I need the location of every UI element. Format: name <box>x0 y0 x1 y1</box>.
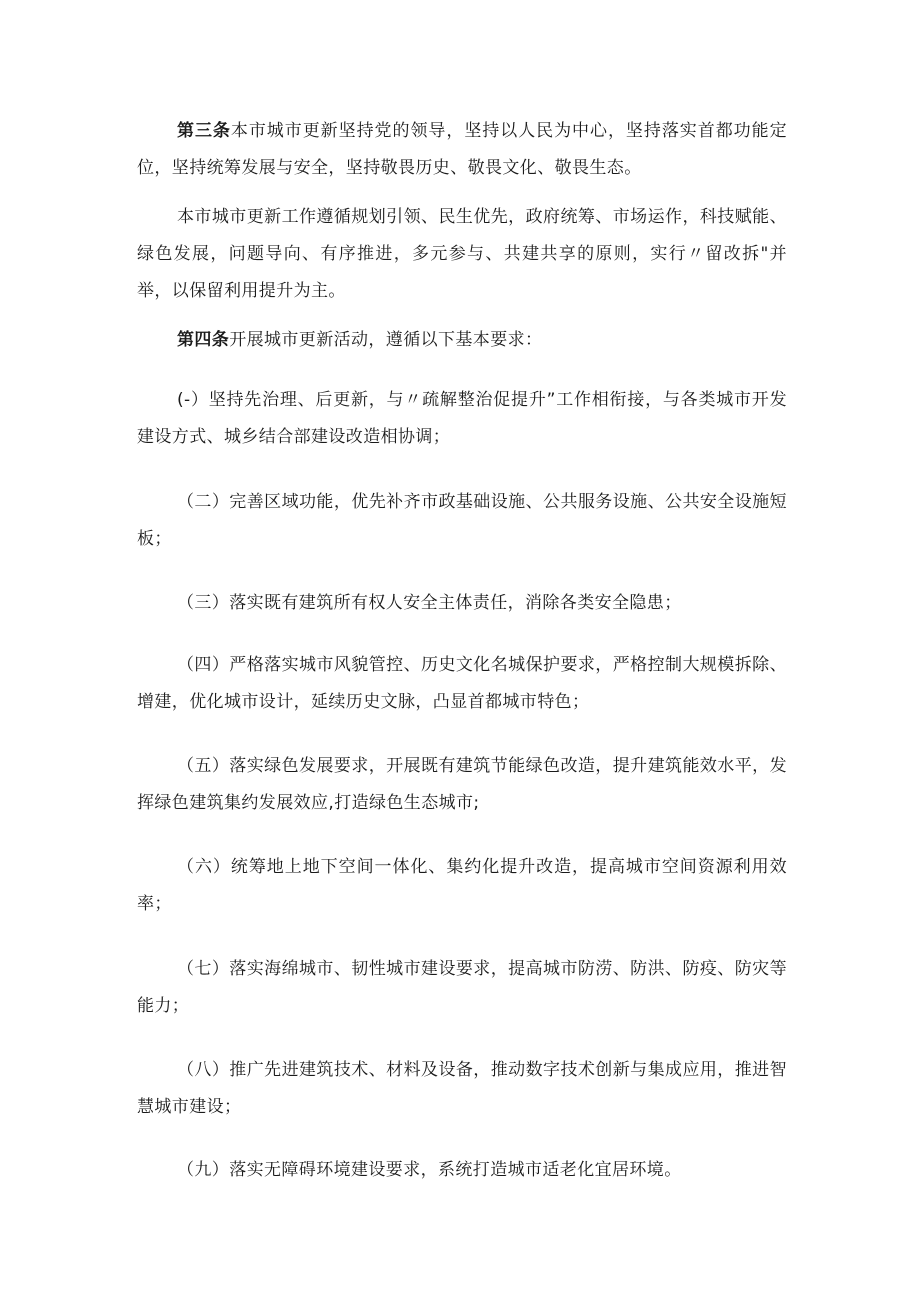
list-item <box>137 484 787 558</box>
list-item-text: （六）统筹地上地下空间一体化、集约化提升改造，提高城市空间资源利用效率； <box>137 857 787 914</box>
list-item-text: （二）完善区域功能，优先补齐市政基础设施、公共服务设施、公共安全设施短板； <box>137 492 787 549</box>
article-3-text: 本市城市更新坚持党的领导，坚持以人民为中心，坚持落实首都功能定位，坚持统筹发展与安全，坚持敬畏历史、敬畏文化、敬畏生态。 <box>137 121 787 178</box>
list-item <box>137 647 787 721</box>
article-4-text: 开展城市更新活动，遵循以下基本要求： <box>229 330 543 350</box>
list-item <box>137 748 787 822</box>
article-3-paragraph <box>137 113 787 187</box>
article-3-paragraph-2-text: 本市城市更新工作遵循规划引领、民生优先，政府统筹、市场运作，科技赋能、绿色发展，问题导向、有序推进，多元参与、共建共享的原则，实行〃留改拆"并举，以保留利用提升为主。 <box>137 207 787 301</box>
article-4-paragraph <box>137 322 787 359</box>
list-item-text: （九）落实无障碍环境建设要求，系统打造城市适老化宜居环境。 <box>177 1160 682 1180</box>
list-item <box>137 951 787 1025</box>
list-item-text: （五）落实绿色发展要求，开展既有建筑节能绿色改造，提升建筑能效水平，发挥绿色建筑集约发展效应,打造绿色生态城市; <box>137 756 787 813</box>
list-item <box>137 585 787 622</box>
list-item-text: （三）落实既有建筑所有权人安全主体责任，消除各类安全隐患； <box>177 593 682 613</box>
list-item <box>137 1052 787 1126</box>
list-item-text: （八）推广先进建筑技术、材料及设备，推动数字技术创新与集成应用，推进智慧城市建设； <box>137 1060 787 1117</box>
article-4-heading: 第四条 <box>177 330 230 350</box>
list-item <box>137 382 787 456</box>
list-item <box>137 1152 787 1189</box>
list-item-text: （七）落实海绵城市、韧性城市建设要求，提高城市防涝、防洪、防疫、防灾等能力； <box>137 959 787 1016</box>
list-item-text: （四）严格落实城市风貌管控、历史文化名城保护要求，严格控制大规模拆除、增建，优化城市设计，延续历史文脉，凸显首都城市特色； <box>137 655 787 712</box>
list-item-text: (-）坚持先治理、后更新，与〃疏解整治促提升”工作相衔接，与各类城市开发建设方式、城乡结合部建设改造相协调； <box>137 390 787 447</box>
article-3-heading: 第三条 <box>177 121 231 141</box>
list-item <box>137 849 787 923</box>
article-3-paragraph-2 <box>137 199 787 310</box>
